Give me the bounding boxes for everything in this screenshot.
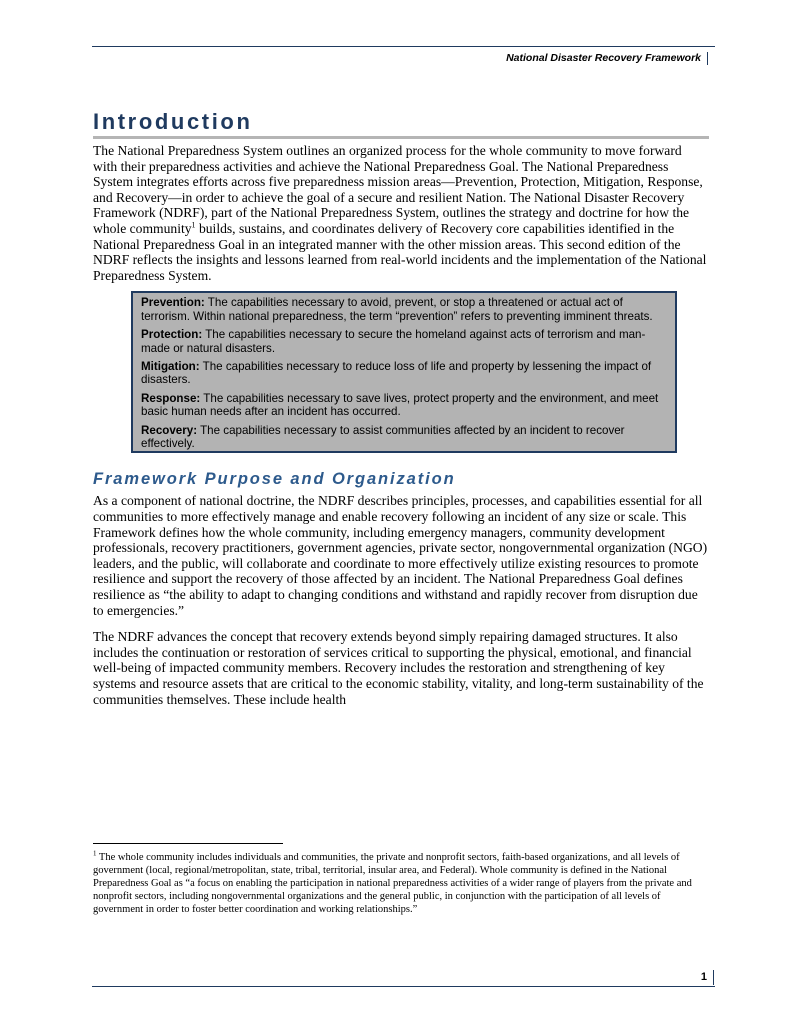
definition-text: The capabilities necessary to avoid, prevent, or stop a threatened or actual act of terrorism. Within national preparedness, the term “prevention” refers to preventing imminent threats. bbox=[141, 296, 653, 323]
definition-term: Response: bbox=[141, 391, 201, 405]
footnote-number: 1 bbox=[93, 849, 97, 858]
framework-heading: Framework Purpose and Organization bbox=[93, 470, 456, 489]
footnote-reference: 1 bbox=[191, 220, 196, 230]
framework-paragraph-1: As a component of national doctrine, the NDRF describes principles, processes, and capabilities essential for all communities to more effectively manage and enable recovery following an incident of any size or scale. This Framework defines how the whole community, including emergency managers, community development professionals, recovery practitioners, government agencies, private sector, nongovernmental organization (NGO) leaders, and the public, will collaborate and coordinate to more effectively utilize existing resources to promote resilience and support the recovery of those affected by an incident. The National Preparedness Goal defines resilience as “the ability to adapt to changing conditions and withstand and rapidly recover from disruption due to emergencies.” bbox=[93, 493, 708, 618]
footnote-text: The whole community includes individuals and communities, the private and nonprofit sectors, faith-based organizations, and all levels of government (local, regional/metropolitan, state, tribal, territorial, insular area, and Federal). Whole community is defined in the National Preparedness Goal as “a focus on enabling the participation in national preparedness activities of a wider range of players from the private and nonprofit sectors, including nongovernmental organizations and the general public, in conjunction with the participation of all levels of government in order to foster better coordination and working relationships.” bbox=[93, 852, 692, 916]
running-header: National Disaster Recovery Framework bbox=[506, 52, 708, 65]
definition-text: The capabilities necessary to save lives, protect property and the environment, and meet basic human needs after an incident has occurred. bbox=[141, 391, 659, 419]
definition-protection bbox=[141, 328, 667, 355]
page-number: 1 bbox=[701, 970, 714, 985]
footer-rule bbox=[92, 986, 715, 987]
header-rule bbox=[92, 46, 715, 47]
page-content bbox=[93, 108, 709, 707]
definition-term: Recovery: bbox=[141, 423, 198, 437]
definition-prevention bbox=[141, 296, 667, 323]
mission-areas-box bbox=[131, 291, 677, 453]
framework-paragraph-2: The NDRF advances the concept that recovery extends beyond simply repairing damaged structures. It also includes the continuation or restoration of services critical to supporting the physical, emotional, and financial well-being of impacted community members. Recovery includes the restoration and strengthening of key systems and resource assets that are critical to the economic stability, vitality, and long-term sustainability of the communities themselves. These include health bbox=[93, 629, 704, 707]
introduction-heading: Introduction bbox=[93, 108, 709, 139]
definition-mitigation bbox=[141, 360, 667, 387]
definition-term: Protection: bbox=[141, 328, 203, 342]
footnote-rule bbox=[93, 843, 283, 844]
introduction-paragraph bbox=[93, 143, 709, 283]
definition-response bbox=[141, 392, 667, 419]
definition-term: Prevention: bbox=[141, 296, 205, 310]
intro-text-part-1: The National Preparedness System outlines an organized process for the whole community to move forward with their preparedness activities and achieve the National Preparedness Goal. The National Preparedness System integrates efforts across five preparedness mission areas—Prevention, Protection, Mitigation, Response, and Recovery—in order to achieve the goal of a secure and resilient Nation. The National Disaster Recovery Framework (NDRF), part of the National Preparedness System, outlines the strategy and doctrine for how the whole community bbox=[93, 143, 703, 236]
definition-term: Mitigation: bbox=[141, 359, 200, 373]
definition-text: The capabilities necessary to assist communities affected by an incident to recover effectively. bbox=[141, 423, 625, 450]
definition-recovery bbox=[141, 424, 667, 451]
definition-text: The capabilities necessary to reduce loss of life and property by lessening the impact of disasters. bbox=[141, 359, 652, 387]
footnote bbox=[93, 851, 713, 916]
definition-text: The capabilities necessary to secure the homeland against acts of terrorism and man-made or natural disasters. bbox=[141, 328, 646, 355]
intro-text-part-2: builds, sustains, and coordinates delivery of Recovery core capabilities identified in the National Preparedness Goal in an integrated manner with the other mission areas. This second edition of the NDRF reflects the insights and lessons learned from real-world incidents and the implementation of the National Preparedness System. bbox=[93, 220, 707, 283]
